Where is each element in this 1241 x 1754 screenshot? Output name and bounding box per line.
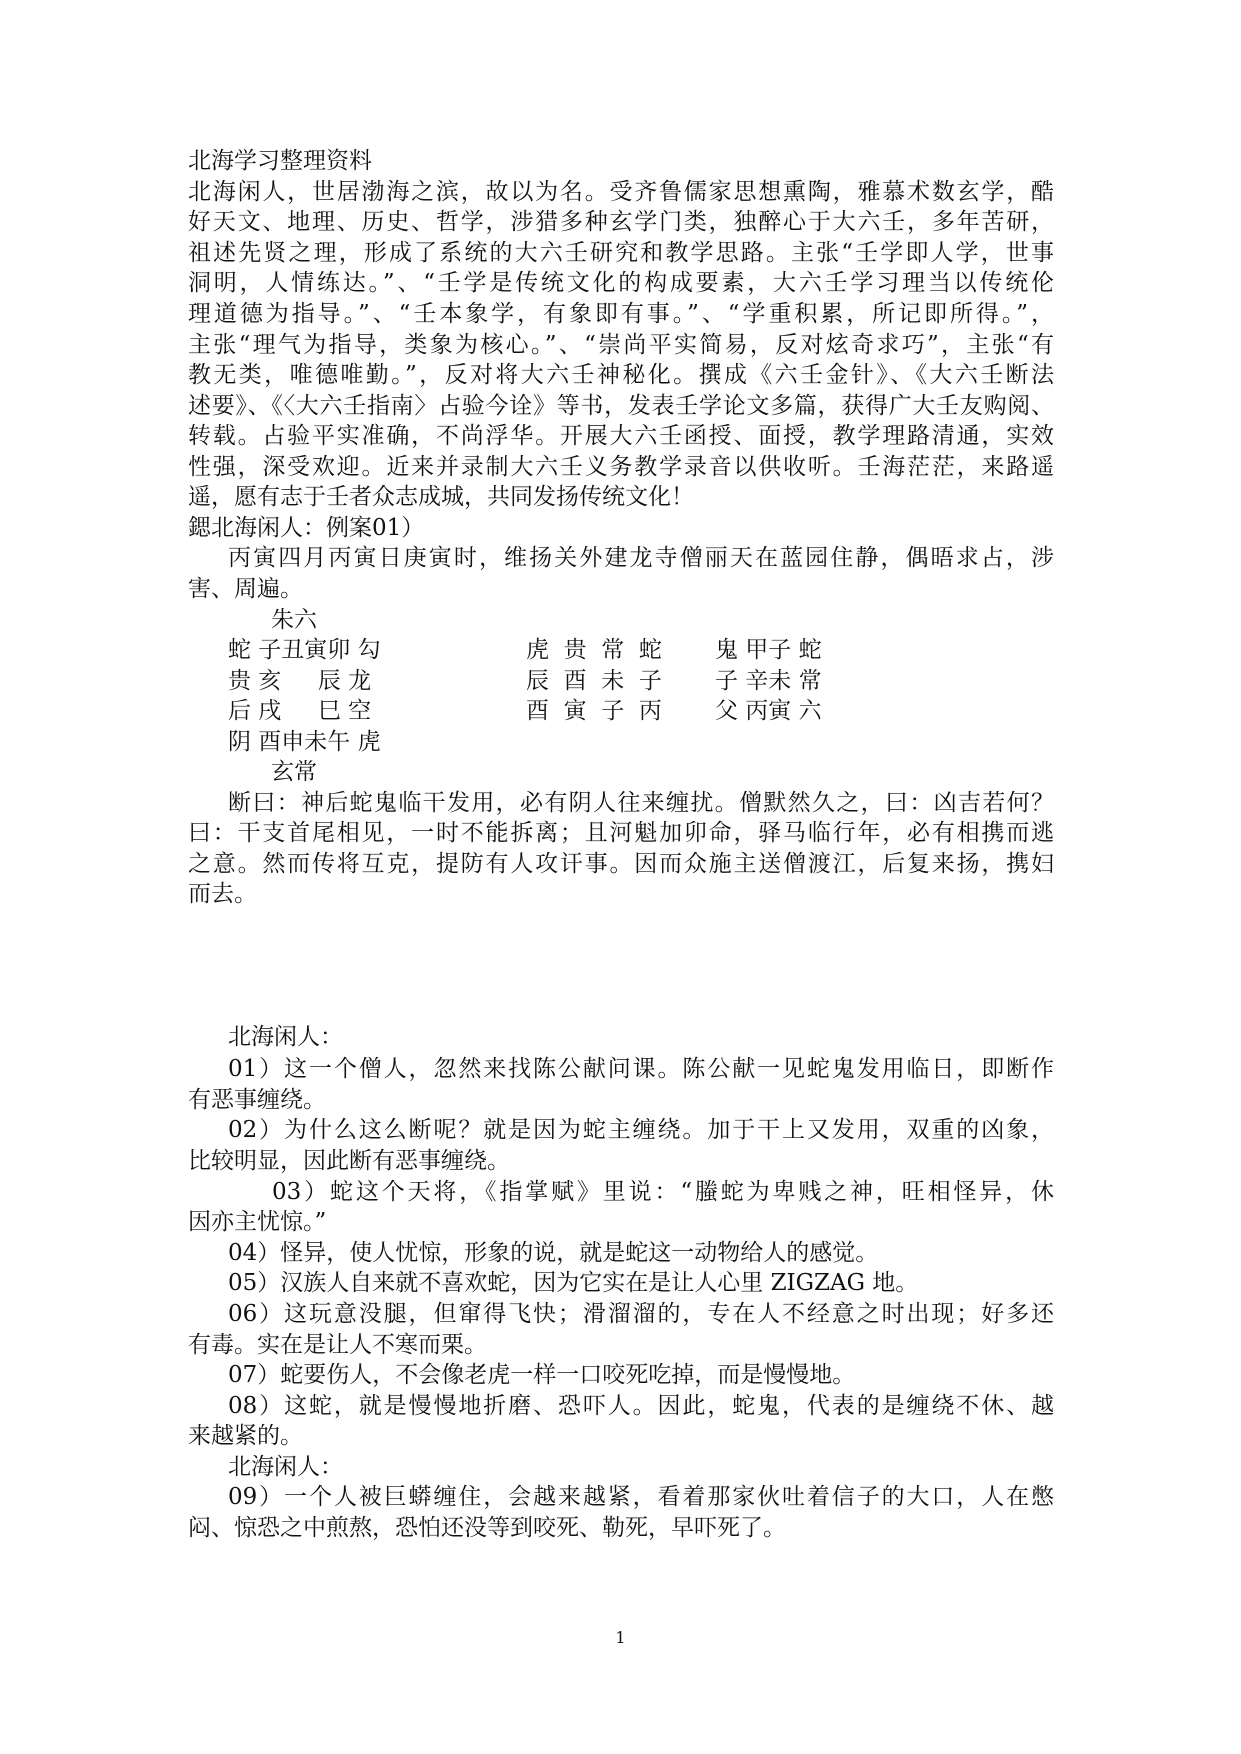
chart-right-row: 父 丙寅 六 <box>715 698 822 724</box>
judgment-line: 之意。然而传将互克，提防有人攻讦事。因而众施主送僧渡江，后复来扬，携妇 <box>188 851 1054 877</box>
commentary-line: 有恶事缠绕。 <box>188 1087 326 1113</box>
chart-mid-row: 辰 酉 未 子 <box>526 668 662 694</box>
commentary-line: 01）这一个僧人，忽然来找陈公献问课。陈公献一见蛇鬼发用临日，即断作 <box>228 1056 1054 1082</box>
commentary-line: 03）蛇这个天将，《指掌赋》里说：“螣蛇为卑贱之神，旺相怪异，休 <box>272 1179 1054 1205</box>
case-line: 害、周遍。 <box>188 576 303 602</box>
chart-left-row: 阴 酉申未午 虎 <box>228 729 381 755</box>
page-number: 1 <box>615 1628 626 1647</box>
commentary-line: 因亦主忧惊。” <box>188 1209 327 1235</box>
commentary-author: 北海闲人： <box>228 1454 343 1480</box>
commentary-author: 北海闲人： <box>228 1024 343 1050</box>
chart-mid-row: 酉 寅 子 丙 <box>526 698 662 724</box>
document-title: 北海学习整理资料 <box>188 148 372 174</box>
commentary-line: 闷、惊恐之中煎熬，恐怕还没等到咬死、勒死，早吓死了。 <box>188 1515 786 1541</box>
judgment-line: 而去。 <box>188 881 257 907</box>
intro-line: 洞明，人情练达。”、“壬学是传统文化的构成要素，大六壬学习理当以传统伦 <box>188 270 1054 296</box>
intro-line: 性强，深受欢迎。近来并录制大六壬义务教学录音以供收听。壬海茫茫，来路遥 <box>188 454 1054 480</box>
chart-mid-row: 虎 贵 常 蛇 <box>526 637 662 663</box>
judgment-line: 曰：干支首尾相见，一时不能拆离；且河魁加卯命，驿马临行年，必有相携而逃 <box>188 820 1054 846</box>
intro-line: 理道德为指导。”、“壬本象学，有象即有事。”、“学重积累，所记即所得。”， <box>188 301 1054 327</box>
chart-bottom-label: 玄常 <box>271 759 317 785</box>
commentary-line: 有毒。实在是让人不寒而栗。 <box>188 1332 487 1358</box>
case-heading: 鍶北海闲人：例案01） <box>188 515 425 541</box>
commentary-line: 07）蛇要伤人，不会像老虎一样一口咬死吃掉，而是慢慢地。 <box>228 1362 856 1388</box>
intro-line: 祖述先贤之理，形成了系统的大六壬研究和教学思路。主张“壬学即人学，世事 <box>188 240 1054 266</box>
judgment-line: 断曰：神后蛇鬼临干发用，必有阴人往来缠扰。僧默然久之，曰：凶吉若何？ <box>228 790 1054 816</box>
intro-line: 北海闲人，世居渤海之滨，故以为名。受齐鲁儒家思想熏陶，雅慕术数玄学，酷 <box>188 179 1054 205</box>
intro-line: 述要》、《〈大六壬指南〉占验今诠》等书，发表壬学论文多篇，获得广大壬友购阅、 <box>188 393 1054 419</box>
intro-line: 主张“理气为指导，类象为核心。”、“崇尚平实简易，反对炫奇求巧”，主张“有 <box>188 332 1054 358</box>
intro-line: 遥，愿有志于壬者众志成城，共同发扬传统文化！ <box>188 484 694 510</box>
intro-line: 转载。占验平实准确，不尚浮华。开展大六壬函授、面授，教学理路清通，实效 <box>188 423 1054 449</box>
chart-right-row: 鬼 甲子 蛇 <box>715 637 822 663</box>
commentary-line: 06）这玩意没腿，但窜得飞快；滑溜溜的，专在人不经意之时出现；好多还 <box>228 1301 1054 1327</box>
chart-left-row: 贵 亥 辰 龙 <box>228 668 372 694</box>
intro-line: 教无类，唯德唯勤。”，反对将大六壬神秘化。撰成《六壬金针》、《大六壬断法 <box>188 362 1054 388</box>
commentary-line: 来越紧的。 <box>188 1423 303 1449</box>
chart-left-row: 后 戌 巳 空 <box>228 698 372 724</box>
intro-line: 好天文、地理、历史、哲学，涉猎多种玄学门类，独醉心于大六壬，多年苦研， <box>188 209 1054 235</box>
chart-left-row: 蛇 子丑寅卯 勾 <box>228 637 381 663</box>
commentary-line: 05）汉族人自来就不喜欢蛇，因为它实在是让人心里 ZIGZAG 地。 <box>228 1270 919 1296</box>
chart-right-row: 子 辛未 常 <box>715 668 822 694</box>
commentary-line: 04）怪异，使人忧惊，形象的说，就是蛇这一动物给人的感觉。 <box>228 1240 879 1266</box>
commentary-line: 比较明显，因此断有恶事缠绕。 <box>188 1148 510 1174</box>
commentary-line: 08）这蛇，就是慢慢地折磨、恐吓人。因此，蛇鬼，代表的是缠绕不休、越 <box>228 1393 1054 1419</box>
chart-top-label: 朱六 <box>271 607 317 633</box>
commentary-line: 02）为什么这么断呢？就是因为蛇主缠绕。加于干上又发用，双重的凶象， <box>228 1117 1054 1143</box>
commentary-line: 09）一个人被巨蟒缠住，会越来越紧，看着那家伙吐着信子的大口，人在憋 <box>228 1484 1054 1510</box>
case-line: 丙寅四月丙寅日庚寅时，维扬关外建龙寺僧丽天在蓝园住静，偶晤求占，涉 <box>228 545 1054 571</box>
